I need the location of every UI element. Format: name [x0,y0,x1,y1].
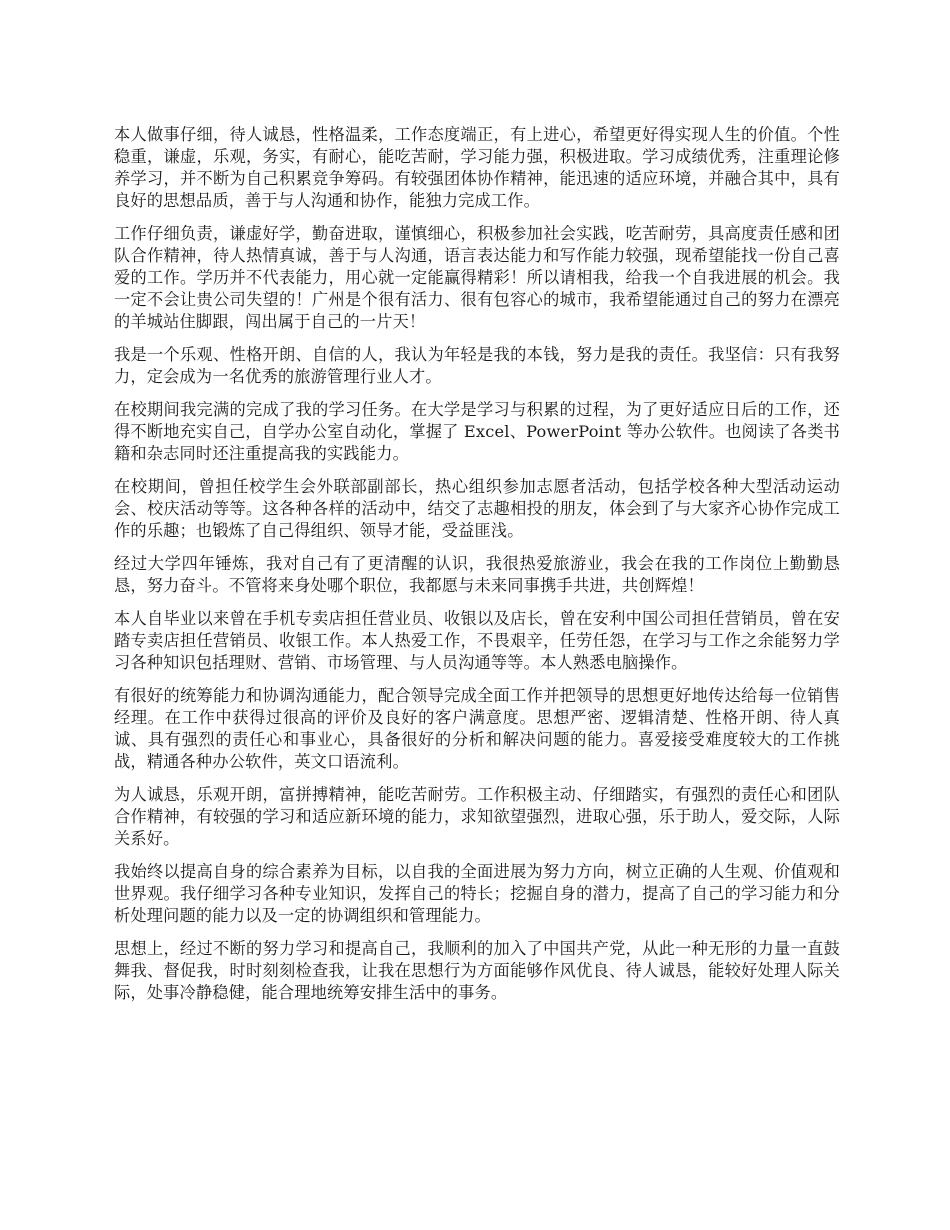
paragraph-10: 我始终以提高自身的综合素养为目标，以自我的全面进展为努力方向，树立正确的人生观、价值观和世界观。我仔细学习各种专业知识，发挥自己的特长；挖掘自身的潜力，提高了自己的学习能力和分析处理问题的能力以及一定的协调组织和管理能力。 [114,862,840,925]
paragraph-6: 经过大学四年锤炼，我对自己有了更清醒的认识，我很热爱旅游业，我会在我的工作岗位上勤勤恳恳，努力奋斗。不管将来身处哪个职位，我都愿与未来同事携手共进，共创辉煌！ [114,554,840,595]
paragraph-7: 本人自毕业以来曾在手机专卖店担任营业员、收银以及店长，曾在安利中国公司担任营销员，曾在安踏专卖店担任营销员、收银工作。本人热爱工作，不畏艰辛，任劳任怨，在学习与工作之余能努力学习各种知识包括理财、营销、市场管理、与人员沟通等等。本人熟悉电脑操作。 [114,609,840,672]
paragraph-4: 在校期间我完满的完成了我的学习任务。在大学是学习与积累的过程，为了更好适应日后的工作，还得不断地充实自己，自学办公室自动化，掌握了 Excel、PowerPoint 等办公软件。也阅读了各类书籍和杂志同时还注重提高我的实践能力。 [114,400,840,463]
document-body [114,124,840,1015]
paragraph-3: 我是一个乐观、性格开朗、自信的人，我认为年轻是我的本钱，努力是我的责任。我坚信：只有我努力，定会成为一名优秀的旅游管理行业人才。 [114,345,840,386]
paragraph-9: 为人诚恳，乐观开朗，富拼搏精神，能吃苦耐劳。工作积极主动、仔细踏实，有强烈的责任心和团队合作精神，有较强的学习和适应新环境的能力，求知欲望强烈，进取心强，乐于助人，爱交际，人际关系好。 [114,785,840,848]
paragraph-2: 工作仔细负责，谦虚好学，勤奋进取，谨慎细心，积极参加社会实践，吃苦耐劳，具高度责任感和团队合作精神，待人热情真诚，善于与人沟通，语言表达能力和写作能力较强，现希望能找一份自己喜爱的工作。学历并不代表能力，用心就一定能赢得精彩！所以请相我，给我一个自我进展的机会。我一定不会让贵公司失望的！广州是个很有活力、很有包容心的城市，我希望能通过自己的努力在漂亮的羊城站住脚跟，闯出属于自己的一片天！ [114,224,840,331]
paragraph-8: 有很好的统筹能力和协调沟通能力，配合领导完成全面工作并把领导的思想更好地传达给每一位销售经理。在工作中获得过很高的评价及良好的客户满意度。思想严密、逻辑清楚、性格开朗、待人真诚、具有强烈的责任心和事业心，具备很好的分析和解决问题的能力。喜爱接受难度较大的工作挑战，精通各种办公软件，英文口语流利。 [114,686,840,771]
paragraph-1: 本人做事仔细，待人诚恳，性格温柔，工作态度端正，有上进心，希望更好得实现人生的价值。个性稳重，谦虚，乐观，务实，有耐心，能吃苦耐，学习能力强，积极进取。学习成绩优秀，注重理论修养学习，并不断为自己积累竞争筹码。有较强团体协作精神，能迅速的适应环境，并融合其中，具有良好的思想品质，善于与人沟通和协作，能独力完成工作。 [114,125,840,210]
paragraph-11: 思想上，经过不断的努力学习和提高自己，我顺利的加入了中国共产党，从此一种无形的力量一直鼓舞我、督促我，时时刻刻检查我，让我在思想行为方面能够作风优良、待人诚恳，能较好处理人际关际，处事冷静稳健，能合理地统筹安排生活中的事务。 [114,939,840,1002]
paragraph-5: 在校期间，曾担任校学生会外联部副部长，热心组织参加志愿者活动，包括学校各种大型活动运动会、校庆活动等等。这各种各样的活动中，结交了志趣相投的朋友，体会到了与大家齐心协作完成工作的乐趣；也锻炼了自己得组织、领导才能，受益匪浅。 [114,477,840,540]
